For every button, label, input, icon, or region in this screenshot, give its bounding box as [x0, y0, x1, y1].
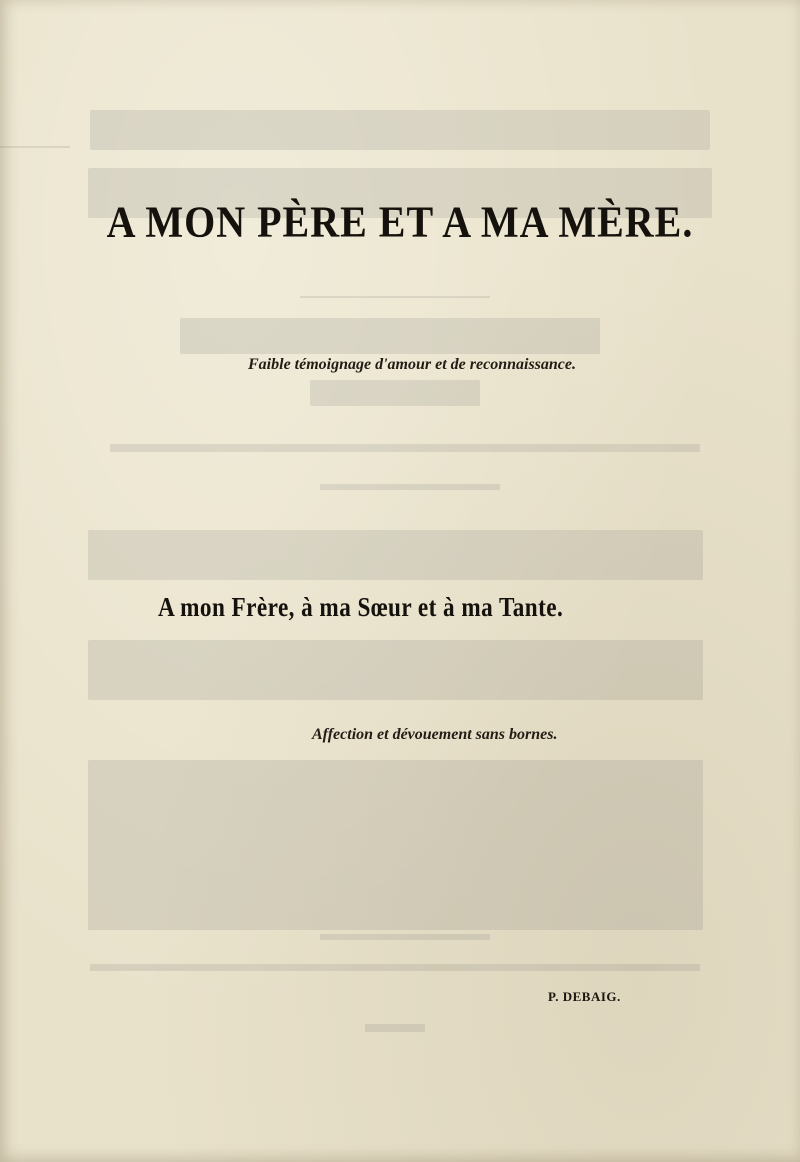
dedication-parents-heading: A MON PÈRE ET A MA MÈRE. [106, 196, 694, 247]
show-through-line [320, 484, 500, 490]
dedication-family-heading: A mon Frère, à ma Sœur et à ma Tante. [158, 592, 564, 622]
show-through-paragraph [88, 530, 703, 580]
show-through-paragraph [88, 640, 703, 700]
show-through-rule [0, 146, 70, 148]
show-through-rule [300, 296, 490, 298]
dedication-parents-subtitle: Faible témoignage d'amour et de reconnaissance. [248, 356, 576, 373]
show-through-line [90, 964, 700, 971]
show-through-ornament [90, 110, 710, 150]
show-through-paragraph [88, 760, 703, 930]
show-through-heading [310, 380, 480, 406]
show-through-line [110, 444, 700, 452]
author-signature: P. DEBAIG. [548, 989, 621, 1004]
show-through-line [320, 934, 490, 940]
show-through-heading [180, 318, 600, 354]
dedication-family-subtitle: Affection et dévouement sans bornes. [312, 726, 558, 743]
show-through-line [365, 1024, 425, 1032]
